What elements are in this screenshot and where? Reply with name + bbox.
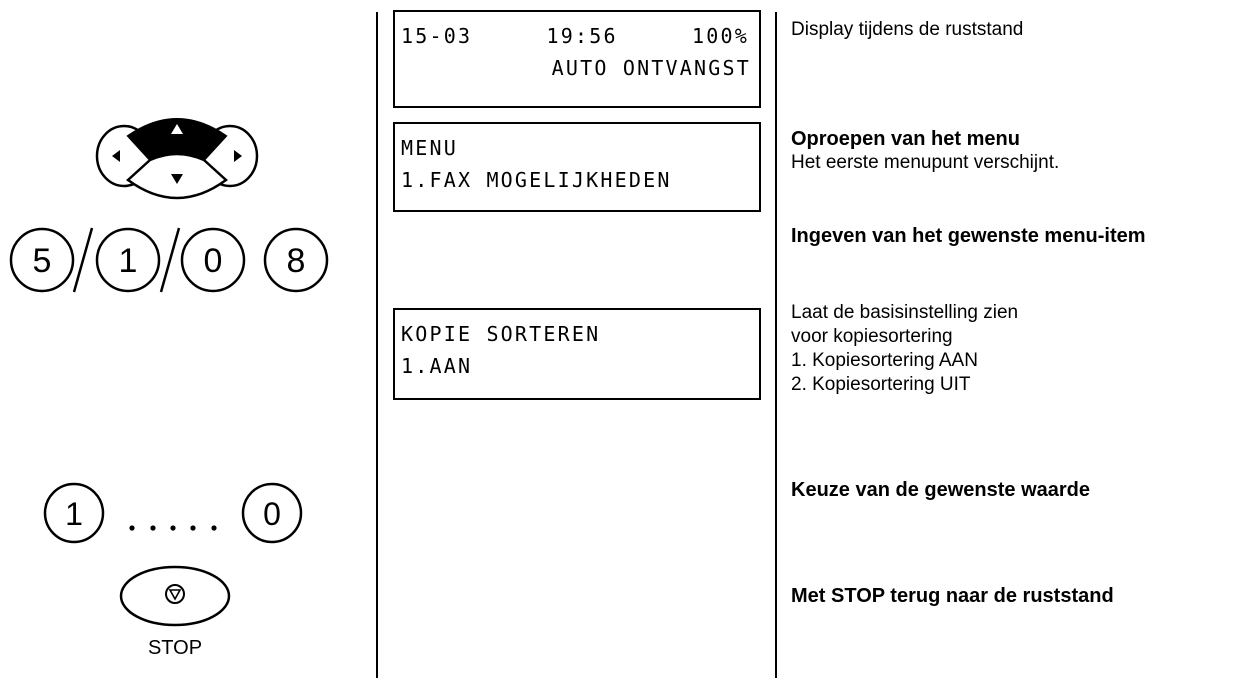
description-show-setting <box>791 301 1247 397</box>
range-start-label: 1 <box>65 496 83 532</box>
column-divider-left <box>376 12 378 678</box>
lcd-sort-display <box>393 308 761 400</box>
lcd-idle-display <box>393 10 761 108</box>
description-title: Oproepen van het menu <box>791 128 1020 150</box>
display-time: 19:56 <box>546 24 618 48</box>
description-title: Met STOP terug naar de ruststand <box>791 585 1114 607</box>
digit-keys-range <box>42 480 304 546</box>
key-8-label: 8 <box>286 242 306 280</box>
range-end-label: 0 <box>263 496 281 532</box>
description-menu <box>791 127 1247 175</box>
option-1-text: 1. Kopiesortering AAN <box>791 350 978 371</box>
display-date: 15-03 <box>401 24 473 48</box>
description-input <box>791 224 1247 248</box>
description-text: Laat de basisinstelling zien <box>791 302 1019 323</box>
key-5-label: 5 <box>32 242 52 280</box>
key-1-label: 1 <box>118 242 138 280</box>
description-title: Keuze van de gewenste waarde <box>791 479 1091 501</box>
description-idle <box>791 18 1247 42</box>
navigation-pad-icon <box>92 104 262 210</box>
stop-label: STOP <box>147 637 203 659</box>
display-line-2: 1.FAX MOGELIJKHEDEN <box>401 168 672 192</box>
display-line-1: MENU <box>401 136 458 160</box>
option-2-text: 2. Kopiesortering UIT <box>791 374 971 395</box>
display-mode: AUTO ONTVANGST <box>551 56 751 80</box>
description-text: Display tijdens de ruststand <box>791 19 1024 40</box>
key-0-label: 0 <box>203 242 223 280</box>
ellipsis-dots <box>129 525 216 530</box>
display-line-1: KOPIE SORTEREN <box>401 322 601 346</box>
stop-button-icon <box>118 564 232 628</box>
column-divider-right <box>775 12 777 678</box>
lcd-menu-display <box>393 122 761 212</box>
display-percent: 100% <box>692 24 749 48</box>
digit-keys-sequence <box>6 222 346 296</box>
display-line-2: 1.AAN <box>401 354 473 378</box>
description-text: voor kopiesortering <box>791 326 953 347</box>
description-choose <box>791 478 1247 502</box>
description-text: Het eerste menupunt verschijnt. <box>791 152 1060 173</box>
description-title: Ingeven van het gewenste menu-item <box>791 225 1146 247</box>
description-stop <box>791 584 1247 608</box>
